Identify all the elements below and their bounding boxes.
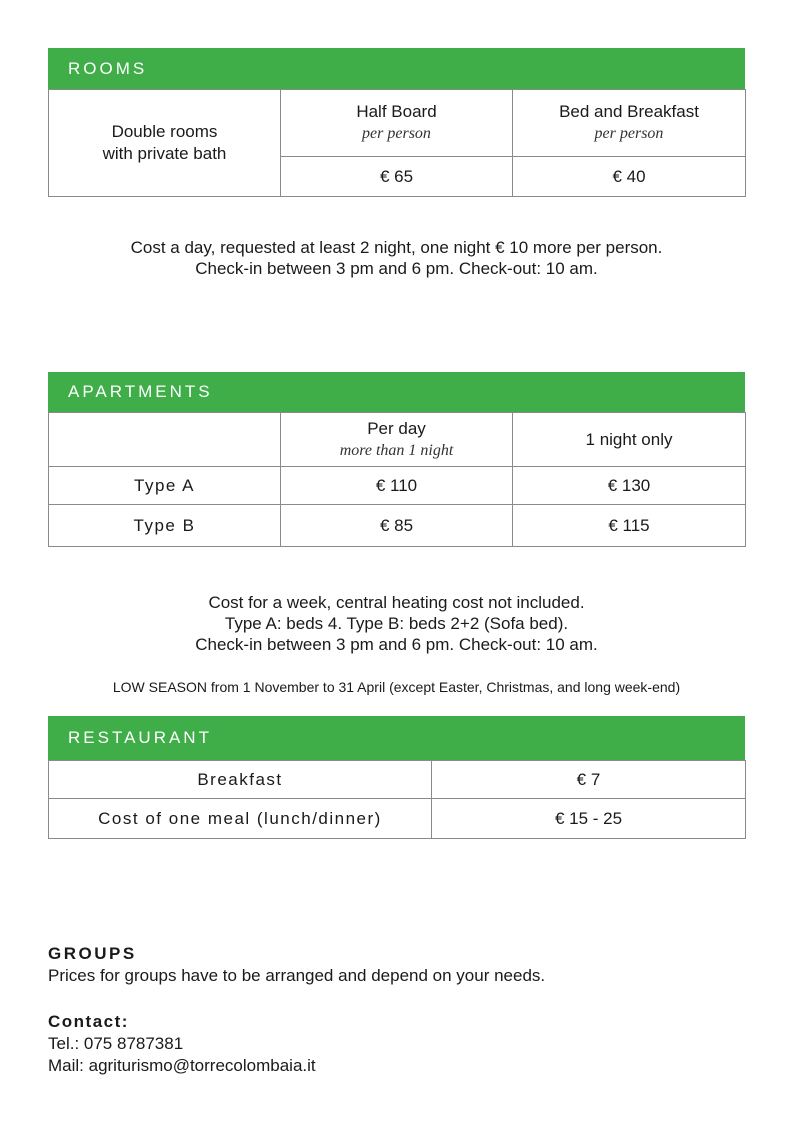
apartments-empty-header: [49, 413, 281, 467]
rooms-note-line2: Check-in between 3 pm and 6 pm. Check-out: 10 am.: [195, 259, 598, 278]
apartment-type-label: Type A: [49, 467, 281, 505]
restaurant-item-label: Breakfast: [49, 761, 432, 799]
rooms-table: [48, 89, 746, 197]
restaurant-item-price: € 7: [432, 761, 746, 799]
restaurant-title: RESTAURANT: [68, 728, 212, 747]
low-season-text: LOW SEASON from 1 November to 31 April (except Easter, Christmas, and long week-end): [112, 679, 681, 695]
apartments-note-line2: Type A: beds 4. Type B: beds 2+2 (Sofa bed).: [224, 614, 569, 633]
per-day-title: Per day: [367, 418, 426, 438]
rooms-title: ROOMS: [68, 58, 148, 78]
rooms-row-label-line2: with private bath: [102, 144, 227, 163]
apartments-col-per-day: [281, 413, 513, 467]
apartments-section-header: [48, 372, 745, 412]
per-day-sub: more than 1 night: [339, 441, 454, 459]
bed-breakfast-title: Bed and Breakfast: [559, 102, 699, 121]
apartments-note-line3: Check-in between 3 pm and 6 pm. Check-out: 10 am.: [195, 635, 598, 654]
apartments-title: APARTMENTS: [68, 382, 213, 401]
groups-text: Prices for groups have to be arranged and depend on your needs.: [48, 966, 546, 985]
rooms-row-label-line1: Double rooms: [111, 122, 218, 141]
restaurant-table: [48, 760, 746, 839]
restaurant-item-label: Cost of one meal (lunch/dinner): [49, 799, 432, 839]
apartments-table: [48, 412, 746, 547]
rooms-col-bed-breakfast: [513, 90, 746, 157]
half-board-price: € 65: [281, 157, 513, 197]
rooms-col-half-board: [281, 90, 513, 157]
bed-breakfast-price: € 40: [513, 157, 746, 197]
apartment-per-day-price: € 85: [281, 505, 513, 547]
contact-tel: Tel.: 075 8787381: [48, 1034, 184, 1053]
restaurant-item-price: € 15 - 25: [432, 799, 746, 839]
half-board-sub: per person: [362, 125, 431, 142]
bed-breakfast-sub: per person: [594, 125, 664, 142]
apartments-note-line1: Cost for a week, central heating cost not included.: [208, 593, 585, 612]
apartments-col-one-night: 1 night only: [513, 413, 746, 467]
apartment-one-night-price: € 130: [513, 467, 746, 505]
rooms-note: [48, 237, 745, 279]
apartment-one-night-price: € 115: [513, 505, 746, 547]
contact-mail: Mail: agriturismo@torrecolombaia.it: [48, 1056, 316, 1075]
rooms-section-header: [48, 48, 745, 89]
restaurant-section-header: [48, 716, 745, 760]
contact-block: [48, 1011, 745, 1077]
rooms-row-label: [49, 90, 281, 197]
apartment-per-day-price: € 110: [281, 467, 513, 505]
groups-title: GROUPS: [48, 944, 137, 963]
rooms-note-line1: Cost a day, requested at least 2 night, one night € 10 more per person.: [130, 238, 663, 257]
half-board-title: Half Board: [356, 102, 437, 121]
apartments-note: [48, 592, 745, 655]
apartment-type-label: Type B: [49, 505, 281, 547]
contact-title: Contact:: [48, 1012, 129, 1031]
low-season-note: [48, 677, 745, 698]
groups-block: [48, 943, 745, 987]
